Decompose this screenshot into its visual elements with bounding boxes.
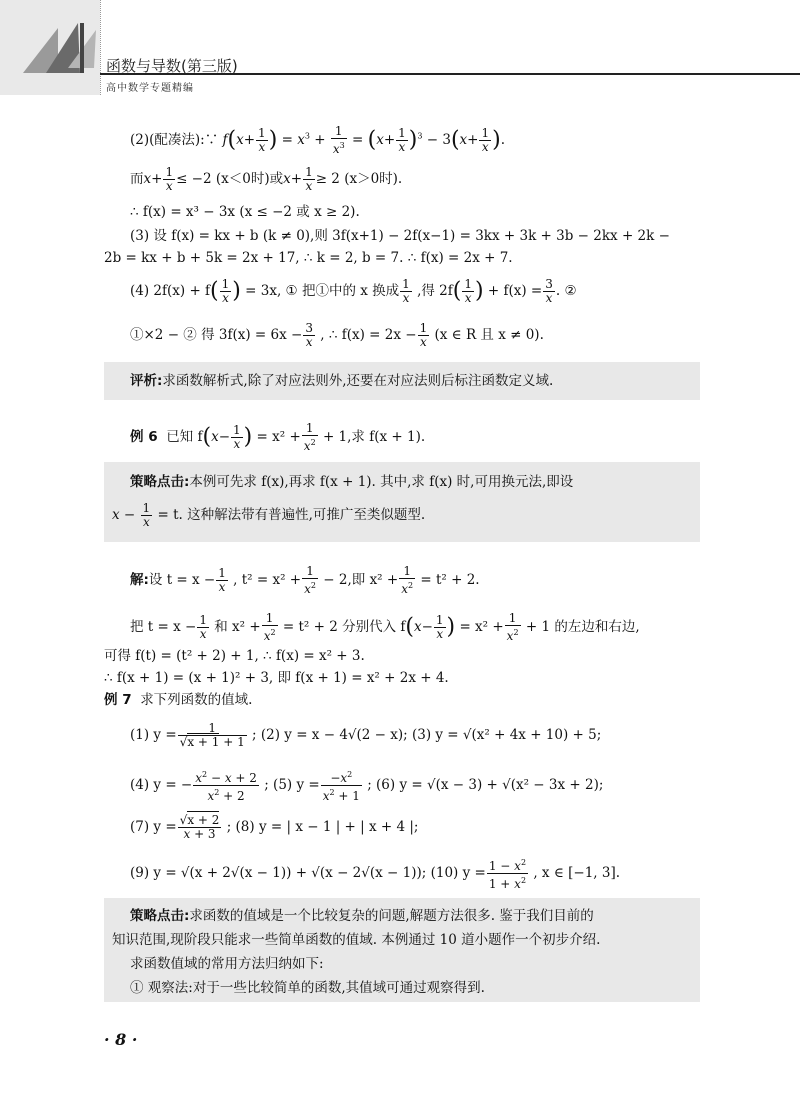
book-title: 函数与导数(第三版) (106, 57, 238, 75)
comment-text: 评析:求函数解析式,除了对应法则外,还要在对应法则后标注函数定义域. (130, 373, 554, 389)
header-rule (100, 73, 800, 75)
book-logo-icon (18, 18, 98, 78)
example-7-items-4-6: (4) y = − $\frac{x^2 - x + 2}{x^2 + 2}$ ; (5) y = $\frac{-x^2}{x^2 + 1}$ ; (6) y = √(x − 3) + √(x² − 3x + 2); (130, 770, 604, 803)
strategy-2-line-3: 求函数值域的常用方法归纳如下: (130, 956, 324, 972)
example-7-items-7-8: (7) y = $\frac{√x + 2}{x + 3}$ ; (8) y = | x − 1 | + | x + 4 |; (130, 813, 419, 841)
solution-part-4: (4) 2f(x) + f( $\frac{1}{x}$ ) = 3x, ① 把①中的 x 换成 $\frac{1}{x}$ ,得 2f( $\frac{1}{x}$ ) + f(x) = $\frac{3}{x}$ . ② (130, 277, 577, 305)
solution-part-4-result: ①×2 − ② 得 3f(x) = 6x − $\frac{3}{x}$ , ∴ f(x) = 2x − $\frac{1}{x}$ (x ∈ R 且 x ≠ 0). (130, 321, 544, 349)
strategy-1-line-1: 策略点击:本例可先求 f(x),再求 f(x + 1). 其中,求 f(x) 时,可用换元法,即设 (130, 474, 574, 490)
solution-line-1: 解:设 t = x − $\frac{1}{x}$ , t² = x² + $\frac{1}{x^2}$ − 2,即 x² + $\frac{1}{x^2}$ = t² + 2. (130, 564, 480, 596)
example-7: 例 7 求下列函数的值域. (104, 692, 253, 708)
book-subtitle: 高中数学专题精编 (106, 83, 194, 94)
strategy-2-line-1: 策略点击:求函数的值域是一个比较复杂的问题,解题方法很多. 鉴于我们目前的 (130, 908, 594, 924)
solution-part-2-range: 而x+ $\frac{1}{x}$ ≤ −2 (x＜0时)或x+ $\frac{1}{x}$ ≥ 2 (x＞0时). (130, 165, 403, 193)
header-divider (100, 0, 101, 95)
example-7-items-9-10: (9) y = √(x + 2√(x − 1)) + √(x − 2√(x − 1)); (10) y = $\frac{1 - x^2}{1 + x^2}$ , x ∈ [−1, 3]. (130, 858, 621, 891)
solution-part-2: (2)(配凑法):∵ f(x+ $\frac{1}{x}$ ) = $x^3$ + $\frac{1}{x^3}$ = (x+ $\frac{1}{x}$ )$^3$ − 3(x+ $\frac{1}{x}$ ). (130, 124, 505, 156)
solution-part-2-result: ∴ f(x) = x³ − 3x (x ≤ −2 或 x ≥ 2). (130, 204, 360, 220)
solution-part-3-line1: (3) 设 f(x) = kx + b (k ≠ 0),则 3f(x+1) − 2f(x−1) = 3kx + 3k + 3b − 2kx + 2k − (130, 228, 670, 244)
strategy-1-line-2: x − $\frac{1}{x}$ = t. 这种解法带有普遍性,可推广至类似题型. (112, 501, 426, 529)
solution-line-4: ∴ f(x + 1) = (x + 1)² + 3, 即 f(x + 1) = x² + 2x + 4. (104, 670, 449, 686)
solution-part-3-line2: 2b = kx + b + 5k = 2x + 17, ∴ k = 2, b = 7. ∴ f(x) = 2x + 7. (104, 250, 513, 266)
example-6: 例 6 已知 f(x− $\frac{1}{x}$ ) = x² + $\frac{1}{x^2}$ + 1,求 f(x + 1). (130, 421, 426, 453)
page-number: · 8 · (104, 1030, 138, 1049)
strategy-2-line-4: ① 观察法:对于一些比较简单的函数,其值域可通过观察得到. (130, 980, 485, 996)
example-7-items-1-3: (1) y = $\frac{1}{√x + 1 + 1}$ ; (2) y = x − 4√(2 − x); (3) y = √(x² + 4x + 10) + 5; (130, 721, 602, 749)
solution-line-2: 把 t = x − $\frac{1}{x}$ 和 x² + $\frac{1}{x^2}$ = t² + 2 分别代入 f(x− $\frac{1}{x}$ ) = x² + $\frac{1}{x^2}$ + 1 的左边和右边, (130, 611, 640, 643)
strategy-2-line-2: 知识范围,现阶段只能求一些简单函数的值域. 本例通过 10 道小题作一个初步介绍. (112, 932, 601, 948)
solution-line-3: 可得 f(t) = (t² + 2) + 1, ∴ f(x) = x² + 3. (104, 648, 365, 664)
